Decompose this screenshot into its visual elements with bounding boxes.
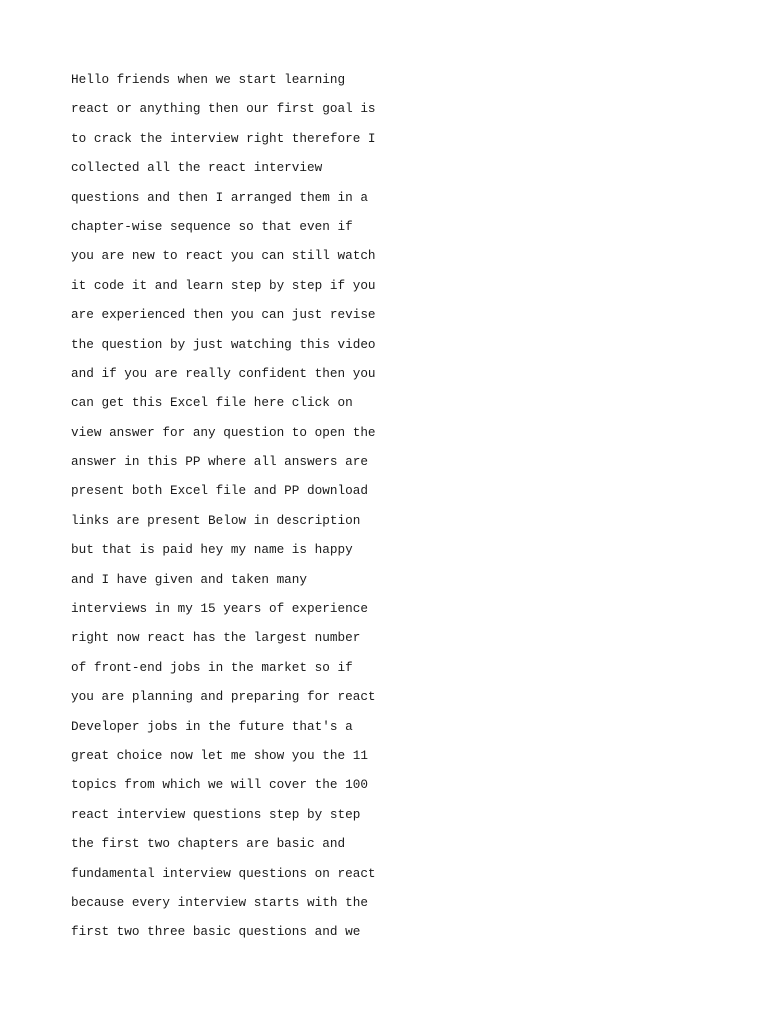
text-line: Hello friends when we start learning [71, 72, 346, 87]
text-line: it code it and learn step by step if you [71, 277, 376, 293]
text-line: right now react has the largest number [71, 630, 361, 646]
text-line: interviews in my 15 years of experience [71, 601, 368, 617]
text-line: first two three basic questions and we [71, 924, 361, 940]
text-line: of front-end jobs in the market so if [71, 659, 353, 675]
text-line: to crack the interview right therefore I [71, 130, 376, 146]
text-line: you are new to react you can still watch [71, 248, 376, 264]
text-line: questions and then I arranged them in a [71, 189, 368, 205]
text-line: and I have given and taken many [71, 571, 308, 587]
text-line: links are present Below in description [71, 512, 361, 528]
text-line: can get this Excel file here click on [71, 395, 353, 411]
text-line: are experienced then you can just revise [71, 307, 376, 323]
text-line: Developer jobs in the future that's a [71, 718, 353, 734]
text-line: and if you are really confident then you [71, 365, 376, 381]
text-line: because every interview starts with the [71, 894, 368, 910]
text-line: topics from which we will cover the 100 [71, 777, 368, 793]
text-line: the first two chapters are basic and [71, 836, 346, 852]
text-line: the question by just watching this video [71, 336, 376, 352]
text-line: view answer for any question to open the [71, 424, 376, 440]
text-line: answer in this PP where all answers are [71, 454, 368, 470]
text-line: react interview questions step by step [71, 806, 361, 822]
transcript-text [71, 70, 731, 952]
text-line: present both Excel file and PP download [71, 483, 368, 499]
text-line: chapter-wise sequence so that even if [71, 218, 353, 234]
text-line: collected all the react interview [71, 160, 323, 176]
text-line: but that is paid hey my name is happy [71, 542, 353, 558]
text-line: fundamental interview questions on react [71, 865, 376, 881]
text-line: great choice now let me show you the 11 [71, 747, 368, 763]
text-line: you are planning and preparing for react [71, 689, 376, 705]
text-line: react or anything then our first goal is [71, 101, 376, 117]
